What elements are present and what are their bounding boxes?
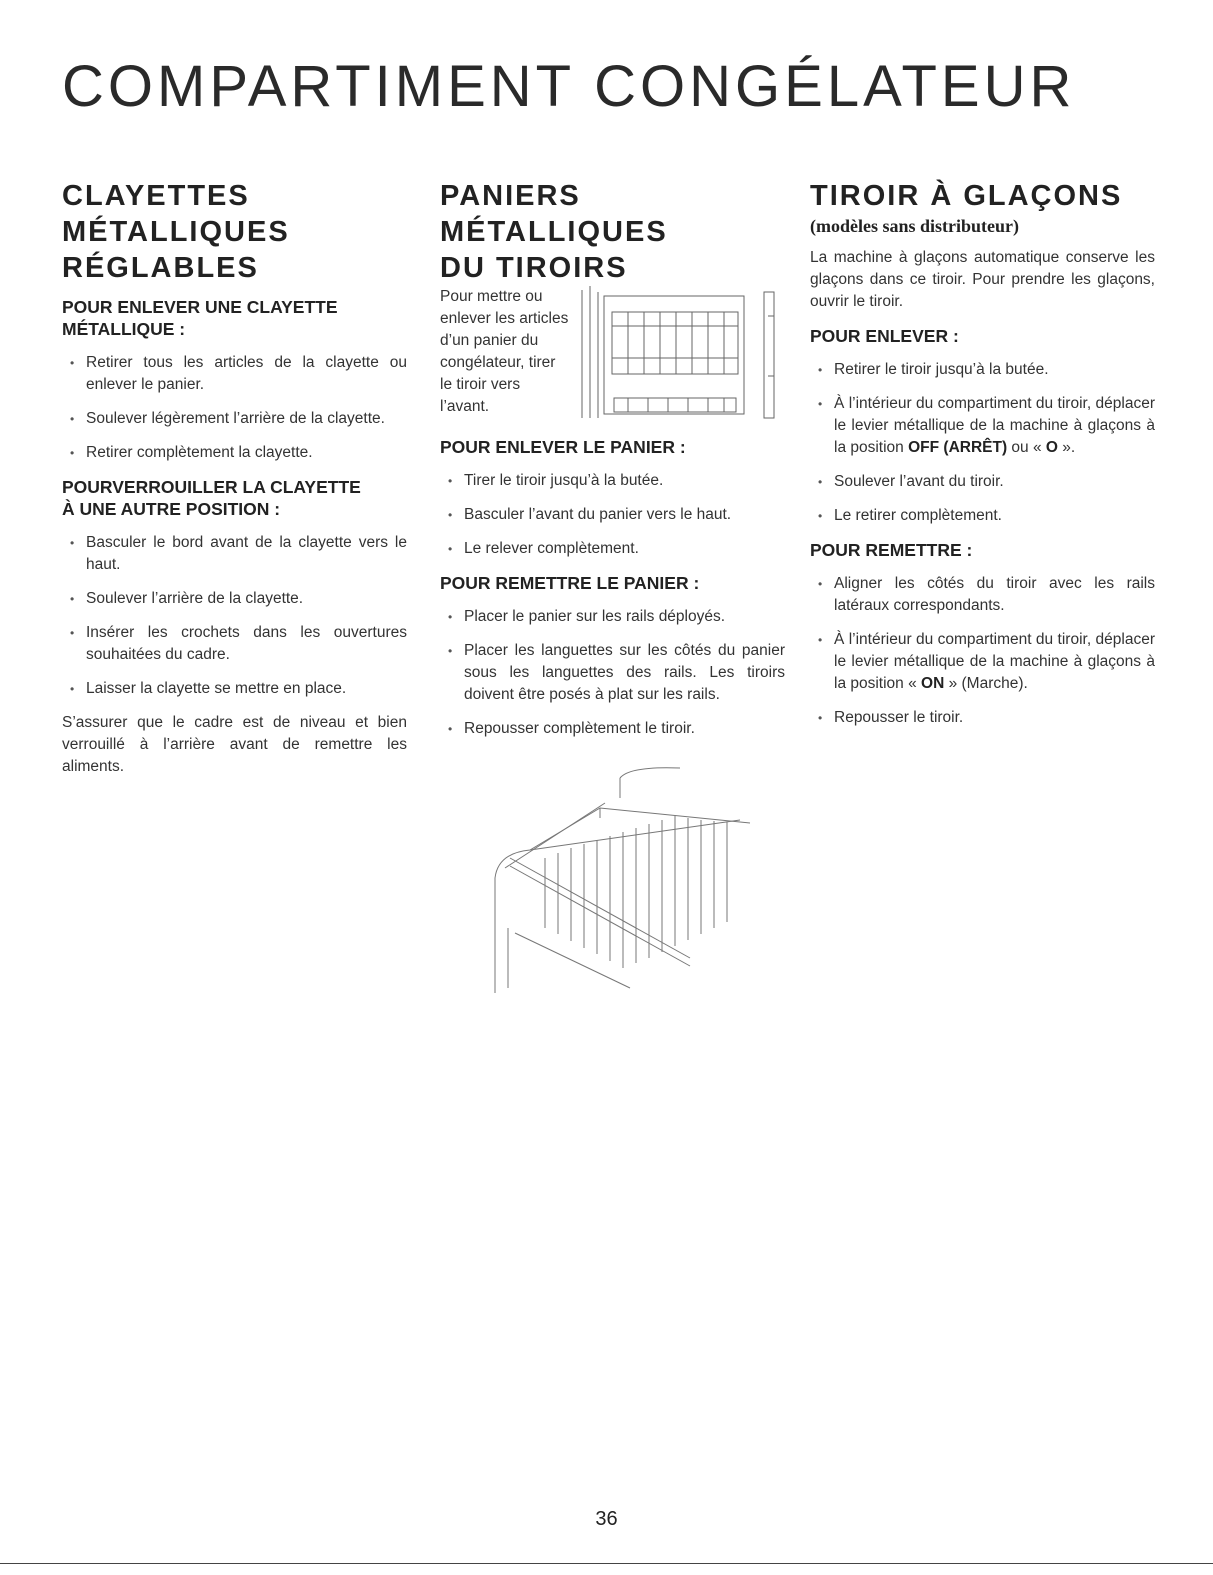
remove-shelf-steps <box>62 352 407 464</box>
list-item: • Retirer le tiroir jusqu’à la butée. <box>810 359 1155 381</box>
heading-line: RÉGLABLES <box>62 252 259 284</box>
subheading-line: POURVERROUILLER LA CLAYETTE <box>62 477 361 497</box>
section-heading-ice-drawer: TIROIR À GLAÇONS <box>810 180 1123 212</box>
column-wire-baskets <box>440 178 785 752</box>
drawer-basket-illustration <box>470 758 770 998</box>
bottom-rule <box>0 1563 1213 1564</box>
list-item: • Le relever complètement. <box>440 538 785 560</box>
list-item: • Le retirer complètement. <box>810 505 1155 527</box>
subheading-remove-drawer: POUR ENLEVER : <box>810 326 959 346</box>
list-item: • Placer le panier sur les rails déployés. <box>440 606 785 628</box>
replace-drawer-steps <box>810 573 1155 729</box>
list-item: • Soulever légèrement l’arrière de la clayette. <box>62 408 407 430</box>
list-item: • Repousser complètement le tiroir. <box>440 718 785 740</box>
page-title: COMPARTIMENT CONGÉLATEUR <box>62 54 1076 119</box>
subheading-line: POUR ENLEVER UNE CLAYETTE <box>62 297 338 317</box>
list-item: • Basculer l’avant du panier vers le haut. <box>440 504 785 526</box>
o-position-label: O <box>1045 439 1058 456</box>
list-item <box>810 393 1155 459</box>
list-text: » (Marche). <box>944 675 1028 692</box>
section-heading-shelves <box>62 178 407 286</box>
subheading-line: À UNE AUTRE POSITION : <box>62 499 281 519</box>
subheading-lock-shelf <box>62 476 407 520</box>
list-text: À l’intérieur du compartiment du tiroir, déplacer le levier métallique de la machine à glaçons à la position « <box>834 631 1155 692</box>
heading-line: MÉTALLIQUES <box>62 216 290 248</box>
ice-drawer-intro: La machine à glaçons automatique conserve les glaçons dans ce tiroir. Pour prendre les glaçons, ouvrir le tiroir. <box>810 249 1155 310</box>
subheading-replace-drawer: POUR REMETTRE : <box>810 540 973 560</box>
list-item: • Tirer le tiroir jusqu’à la butée. <box>440 470 785 492</box>
list-item: • Insérer les crochets dans les ouvertures souhaitées du cadre. <box>62 622 407 666</box>
list-text: ou « <box>1007 439 1046 456</box>
replace-basket-steps <box>440 606 785 740</box>
heading-line: DU TIROIRS <box>440 252 628 284</box>
subheading-replace-basket: POUR REMETTRE LE PANIER : <box>440 573 700 593</box>
remove-basket-steps <box>440 470 785 560</box>
subheading-remove-shelf <box>62 296 407 340</box>
list-item: • Repousser le tiroir. <box>810 707 1155 729</box>
page-number: 36 <box>595 1508 618 1530</box>
heading-line: CLAYETTES <box>62 180 250 212</box>
list-item: • Placer les languettes sur les côtés du panier sous les languettes des rails. Les tiroirs doivent être posés à plat sur les rails. <box>440 640 785 706</box>
subheading-remove-basket: POUR ENLEVER LE PANIER : <box>440 437 686 457</box>
list-item: • Soulever l’arrière de la clayette. <box>62 588 407 610</box>
list-item: • Soulever l’avant du tiroir. <box>810 471 1155 493</box>
list-item: • Retirer complètement la clayette. <box>62 442 407 464</box>
list-item: • Retirer tous les articles de la clayette ou enlever le panier. <box>62 352 407 396</box>
list-item: • Basculer le bord avant de la clayette vers le haut. <box>62 532 407 576</box>
basket-intro <box>440 286 785 424</box>
freezer-basket-illustration <box>578 286 778 426</box>
models-note: (modèles sans distributeur) <box>810 216 1020 236</box>
list-item <box>810 629 1155 695</box>
list-text: ». <box>1057 439 1076 456</box>
shelf-note: S’assurer que le cadre est de niveau et bien verrouillé à l’arrière avant de remettre les aliments. <box>62 714 407 775</box>
lock-shelf-steps <box>62 532 407 700</box>
subheading-line: MÉTALLIQUE : <box>62 319 186 339</box>
heading-line: PANIERS MÉTALLIQUES <box>440 180 668 248</box>
column-ice-drawer <box>810 178 1155 741</box>
section-heading-baskets <box>440 178 785 286</box>
on-position-label: ON <box>921 675 945 692</box>
column-wire-shelves <box>62 178 407 790</box>
basket-intro-text: Pour mettre ou enlever les articles d’un panier du congélateur, tirer le tiroir vers l’avant. <box>440 288 569 415</box>
off-position-label: OFF (ARRÊT) <box>908 439 1008 456</box>
list-item: • Laisser la clayette se mettre en place. <box>62 678 407 700</box>
list-text: À l’intérieur du compartiment du tiroir, déplacer le levier métallique de la machine à glaçons à la position <box>834 395 1155 456</box>
remove-drawer-steps <box>810 359 1155 527</box>
list-item: • Aligner les côtés du tiroir avec les rails latéraux correspondants. <box>810 573 1155 617</box>
